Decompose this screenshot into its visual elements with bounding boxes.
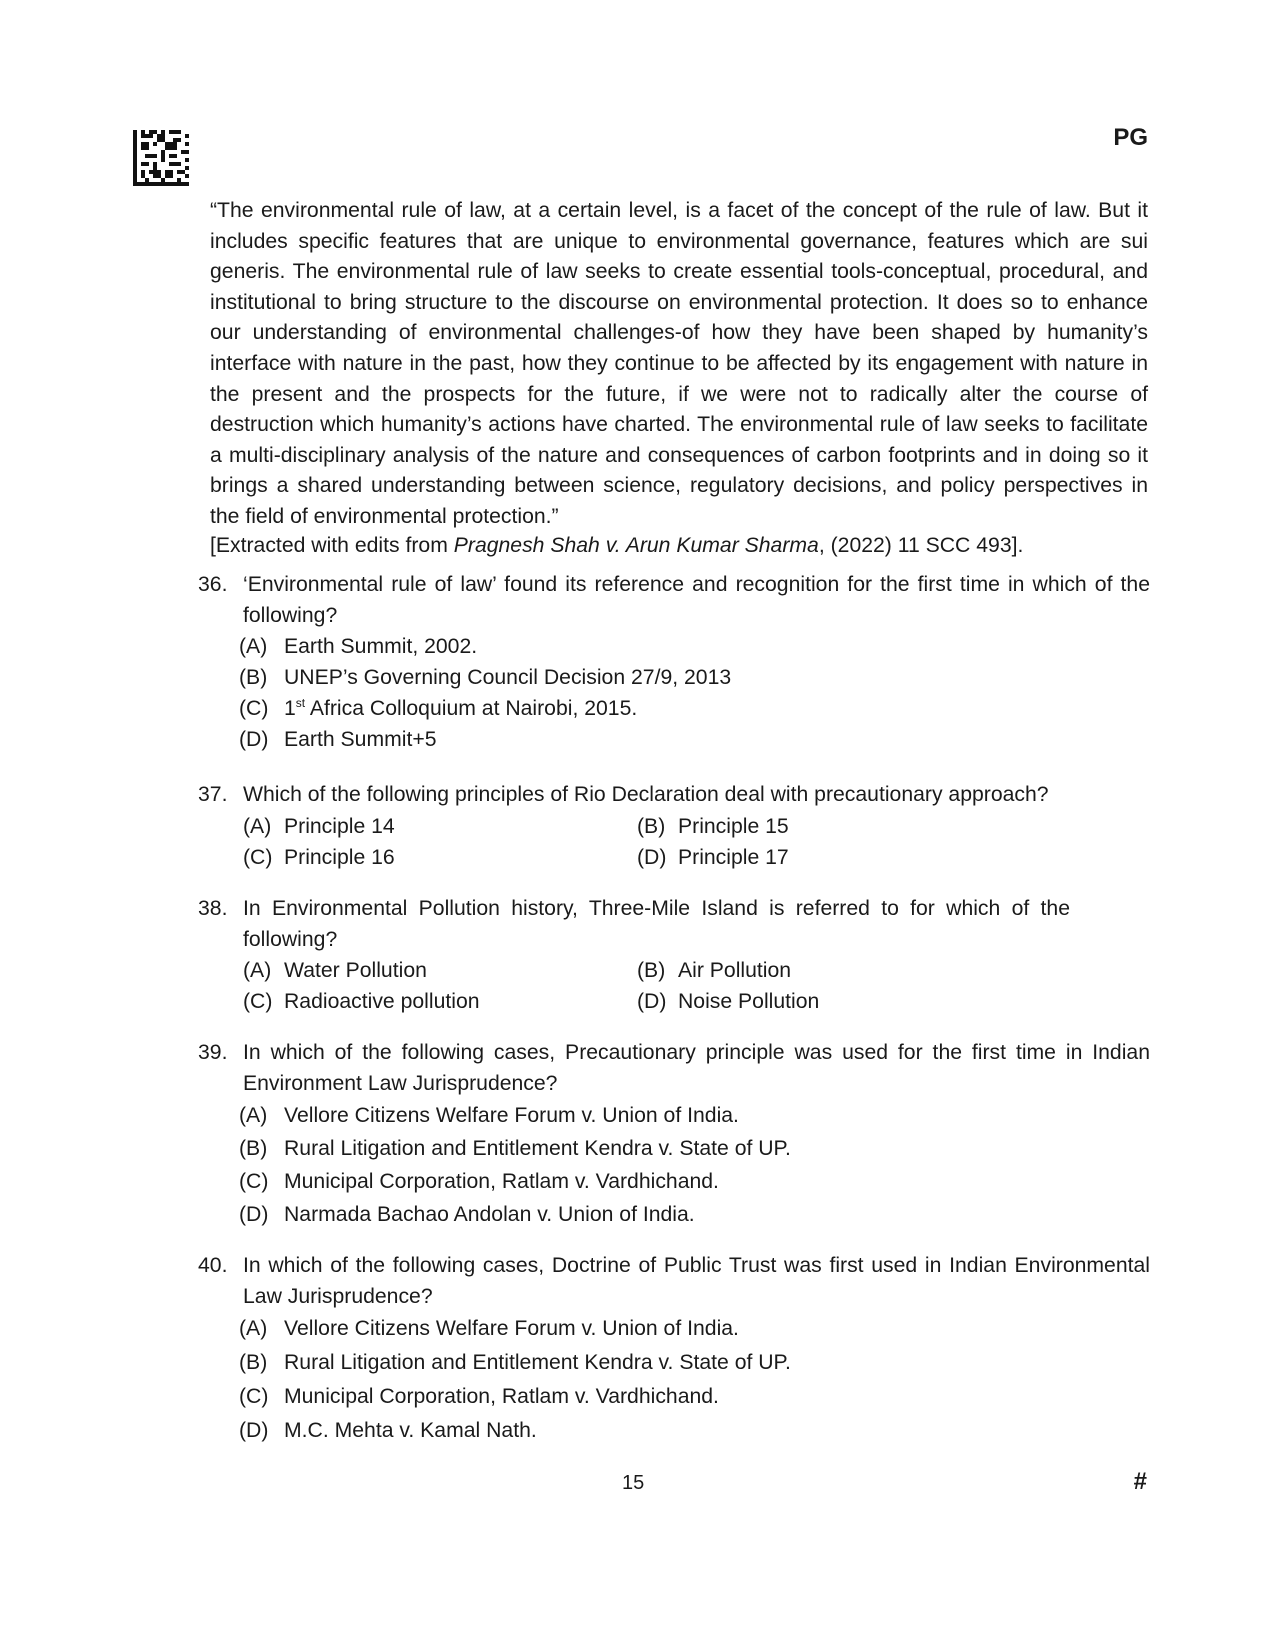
option-d[interactable]: (D) M.C. Mehta v. Kamal Nath.	[239, 1419, 537, 1442]
option-c[interactable]: (C) Radioactive pollution	[243, 990, 480, 1013]
option-d[interactable]: (D) Principle 17	[637, 845, 789, 869]
option-a[interactable]: (A) Vellore Citizens Welfare Forum v. Union of India.	[239, 1317, 739, 1340]
option-b[interactable]: (B) Rural Litigation and Entitlement Kendra v. State of UP.	[239, 1137, 791, 1160]
source-prefix: [Extracted with edits from	[210, 534, 454, 557]
qr-code	[133, 130, 189, 186]
option-b[interactable]: (B) Principle 15	[637, 814, 789, 838]
paper-code: PG	[1113, 124, 1148, 151]
option-c[interactable]: (C) 1st Africa Colloquium at Nairobi, 2015.	[239, 695, 638, 720]
question-text: ‘Environmental rule of law’ found its reference and recognition for the first time in which of the following?	[243, 573, 1150, 627]
question-39	[198, 1038, 1150, 1231]
question-text: In which of the following cases, Precautionary principle was used for the first time in Indian Environment Law Jurisprudence?	[243, 1041, 1150, 1095]
question-40	[198, 1251, 1150, 1448]
option-c[interactable]: (C) Municipal Corporation, Ratlam v. Vardhichand.	[239, 1170, 719, 1193]
question-number: 37.	[198, 783, 228, 806]
question-number: 40.	[198, 1254, 228, 1277]
source-case: Pragnesh Shah v. Arun Kumar Sharma	[453, 534, 819, 557]
question-number: 38.	[198, 897, 228, 920]
option-d[interactable]: (D) Earth Summit+5	[239, 728, 437, 751]
option-c[interactable]: (C) Principle 16	[243, 845, 395, 869]
option-d[interactable]: (D) Narmada Bachao Andolan v. Union of India.	[239, 1203, 695, 1226]
option-b[interactable]: (B) Rural Litigation and Entitlement Kendra v. State of UP.	[239, 1351, 791, 1374]
passage-source	[210, 531, 1023, 561]
source-suffix: , (2022) 11 SCC 493].	[818, 534, 1024, 557]
question-37	[198, 780, 1150, 873]
option-a[interactable]: (A) Water Pollution	[243, 959, 427, 982]
option-b[interactable]: (B) UNEP’s Governing Council Decision 27/9, 2013	[239, 666, 732, 689]
option-b[interactable]: (B) Air Pollution	[637, 959, 792, 982]
question-text: In Environmental Pollution history, Three-Mile Island is referred to for which of the following?	[243, 897, 1070, 951]
option-d[interactable]: (D) Noise Pollution	[637, 990, 820, 1013]
option-a[interactable]: (A) Earth Summit, 2002.	[239, 635, 478, 658]
option-a[interactable]: (A) Principle 14	[243, 814, 395, 838]
question-36	[198, 570, 1150, 755]
passage-text: “The environmental rule of law, at a certain level, is a facet of the concept of the rule of law. But it includes specific features that are unique to environmental governance, features which are sui generis. The environmental rule of law seeks to create essential tools-conceptual, procedural, and institutional to bring structure to the discourse on environmental protection. It does so to enhance our understanding of environmental challenges-of how they have been shaped by humanity’s interface with nature in the past, how they continue to be affected by its engagement with nature in the present and the prospects for the future, if we were not to radically alter the course of destruction which humanity’s actions have charted. The environmental rule of law seeks to facilitate a multi-disciplinary analysis of the nature and consequences of carbon footprints and in doing so it brings a shared understanding between science, regulatory decisions, and policy perspectives in the field of environmental protection.”	[210, 199, 1148, 528]
footer-mark: #	[1133, 1468, 1147, 1495]
question-text: In which of the following cases, Doctrine of Public Trust was first used in Indian Environmental Law Jurisprudence?	[243, 1254, 1150, 1308]
question-text: Which of the following principles of Rio Declaration deal with precautionary approach?	[243, 783, 1049, 806]
question-38	[198, 894, 1150, 1017]
question-number: 39.	[198, 1041, 228, 1064]
option-a[interactable]: (A) Vellore Citizens Welfare Forum v. Union of India.	[239, 1104, 739, 1127]
page-number: 15	[622, 1472, 645, 1494]
question-number: 36.	[198, 573, 228, 596]
option-c[interactable]: (C) Municipal Corporation, Ratlam v. Vardhichand.	[239, 1385, 719, 1408]
